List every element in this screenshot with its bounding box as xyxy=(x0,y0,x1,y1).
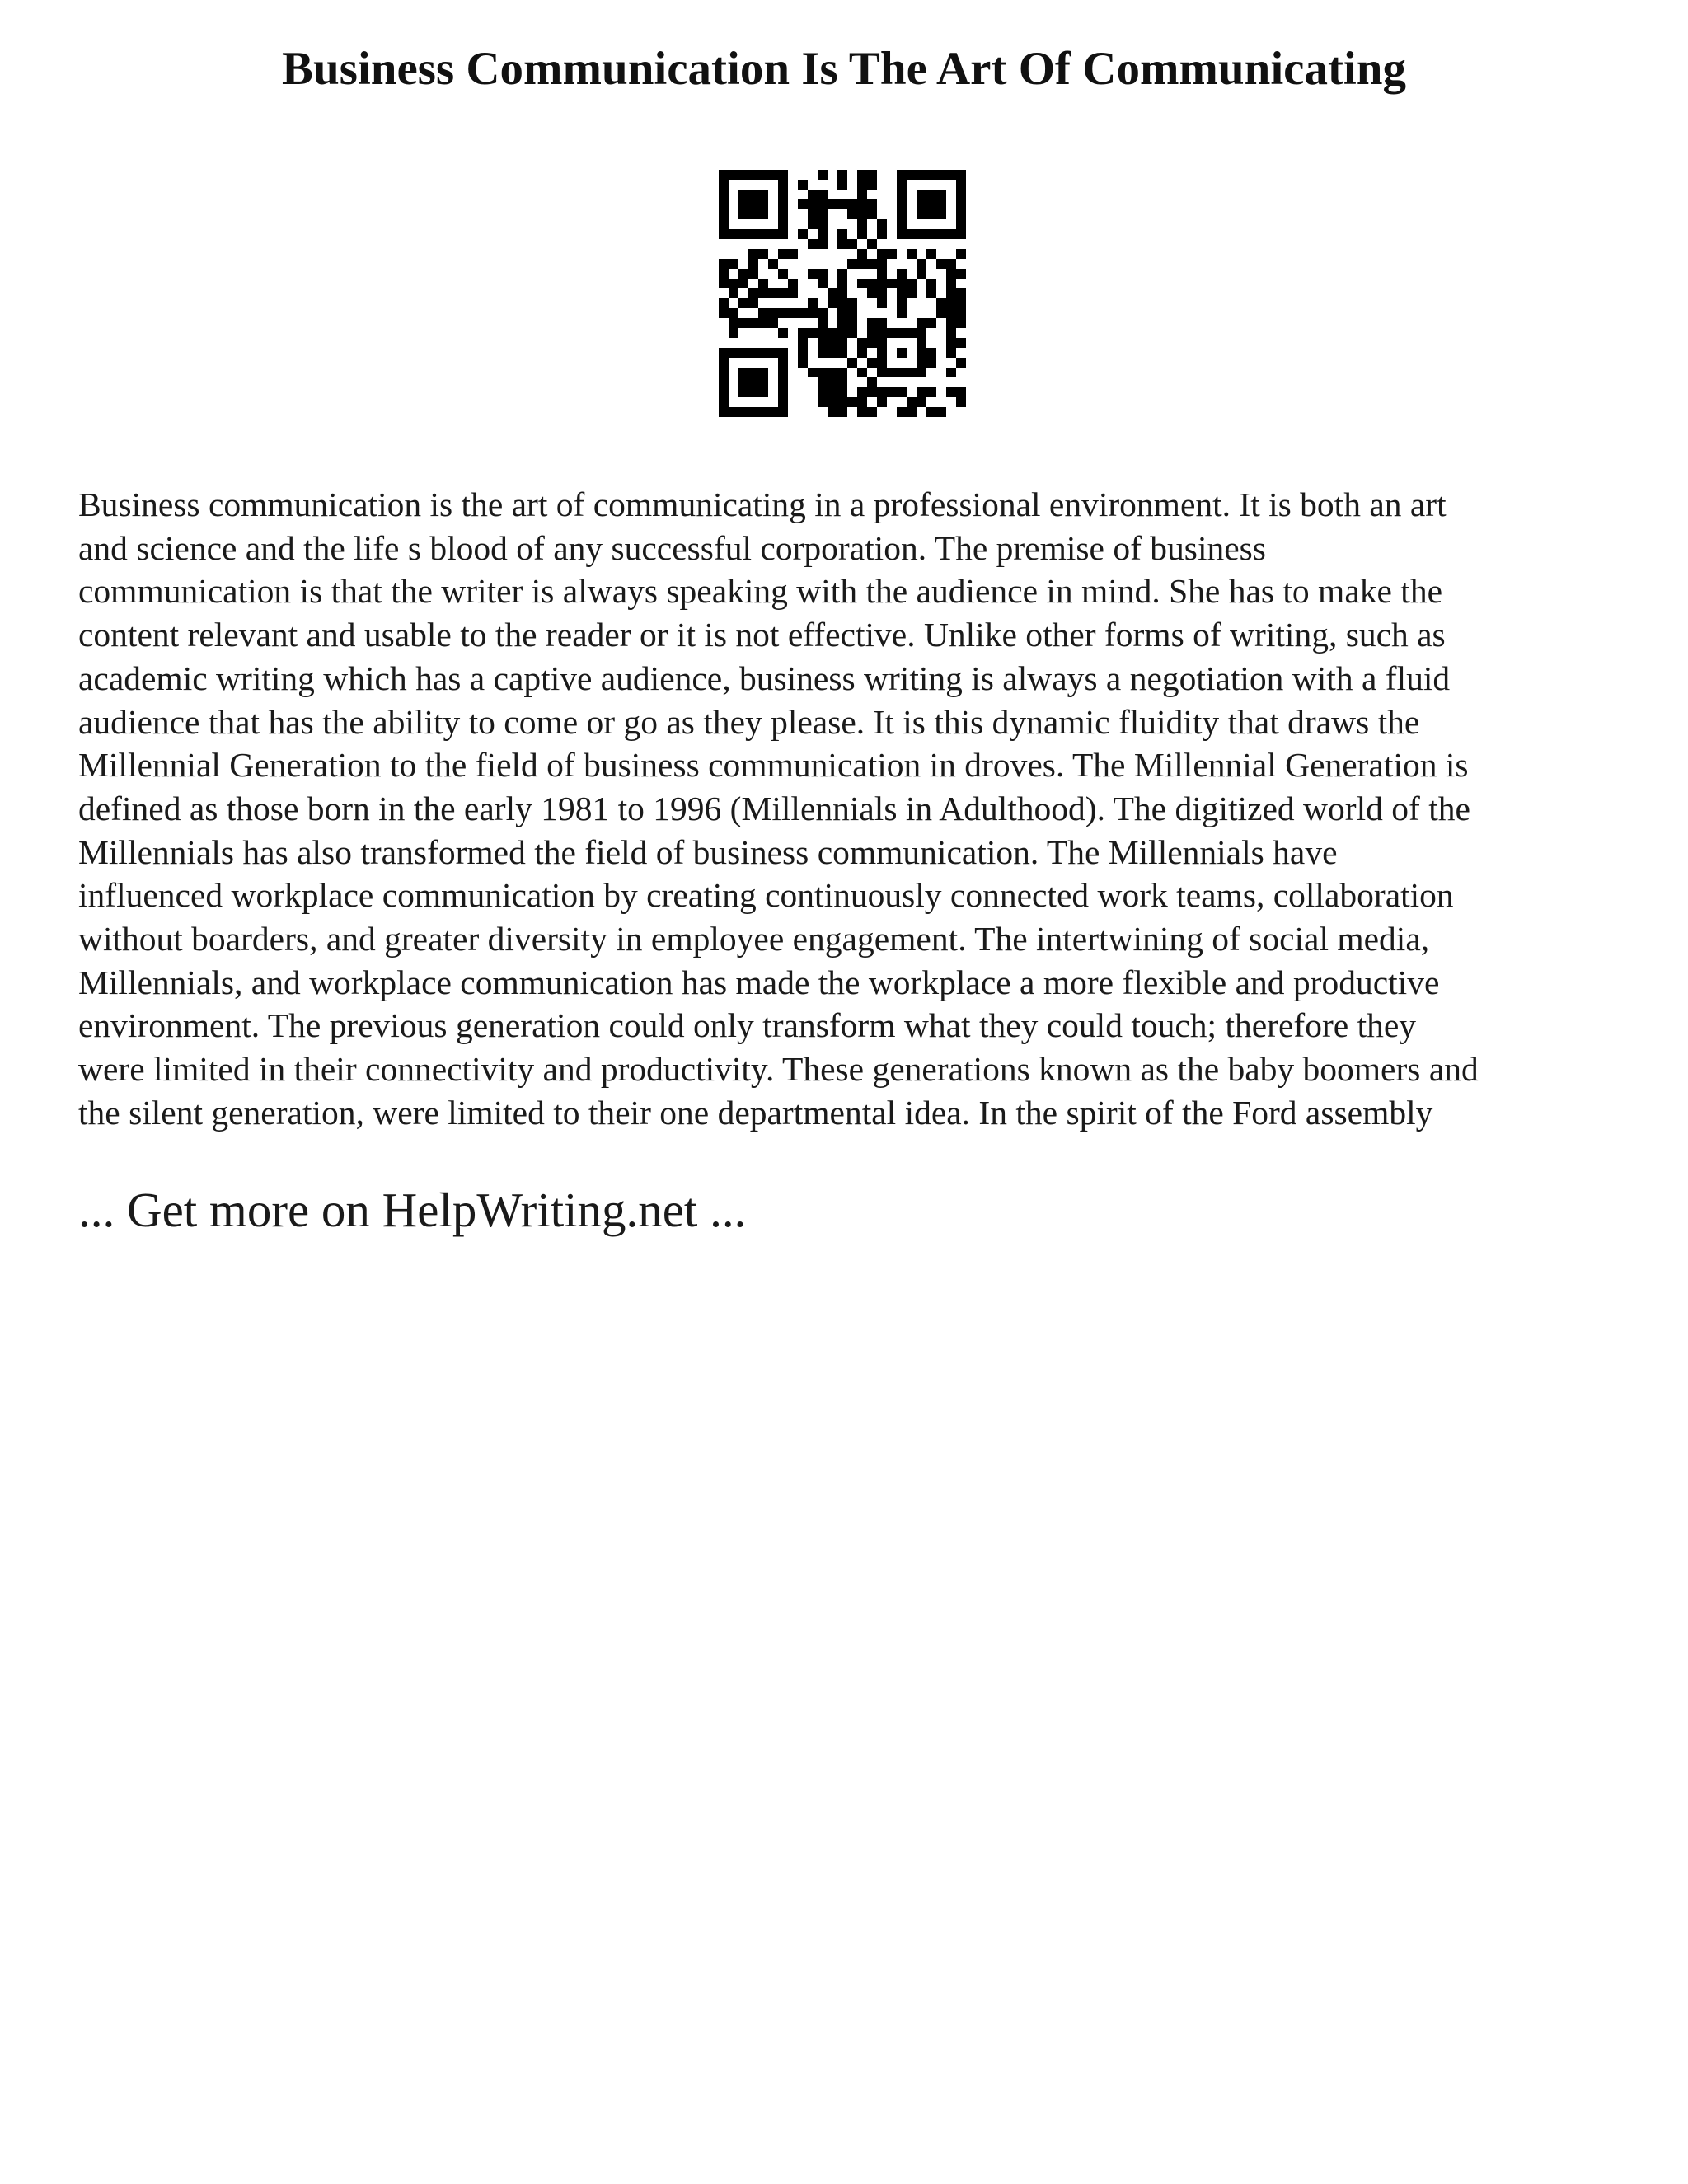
body-line: defined as those born in the early 1981 to 1996 (Millennials in Adulthood). The digitized world of the xyxy=(78,789,1470,827)
body-line: academic writing which has a captive audience, business writing is always a negotiation with a fluid xyxy=(78,658,1451,697)
get-more-link[interactable]: ... Get more on HelpWriting.net ... xyxy=(78,1183,747,1237)
qr-code-icon xyxy=(719,170,966,417)
body-line: Business communication is the art of communicating in a professional environment. It is both an art xyxy=(78,485,1447,523)
body-line: the silent generation, were limited to their one departmental idea. In the spirit of the Ford assembly xyxy=(78,1093,1433,1132)
body-line: communication is that the writer is always speaking with the audience in mind. She has to make the xyxy=(78,572,1442,611)
body-line: influenced workplace communication by creating continuously connected work teams, collaboration xyxy=(78,876,1454,915)
body-line: without boarders, and greater diversity in employee engagement. The intertwining of social media, xyxy=(78,920,1430,958)
body-line: Millennial Generation to the field of business communication in droves. The Millennial Generation is xyxy=(78,746,1469,785)
body-paragraph xyxy=(78,483,1628,1135)
body-line: Millennials has also transformed the field of business communication. The Millennials have xyxy=(78,832,1338,871)
page-title: Business Communication Is The Art Of Communicating xyxy=(282,43,1406,95)
body-line: audience that has the ability to come or go as they please. It is this dynamic fluidity that draws the xyxy=(78,702,1420,741)
body-line: and science and the life s blood of any successful corporation. The premise of business xyxy=(78,528,1266,567)
body-line: content relevant and usable to the reader or it is not effective. Unlike other forms of writing, such as xyxy=(78,616,1446,654)
body-line: were limited in their connectivity and productivity. These generations known as the baby boomers and xyxy=(78,1050,1479,1089)
body-line: environment. The previous generation could only transform what they could touch; therefore they xyxy=(78,1006,1417,1045)
body-line: Millennials, and workplace communication has made the workplace a more flexible and productive xyxy=(78,963,1440,1001)
